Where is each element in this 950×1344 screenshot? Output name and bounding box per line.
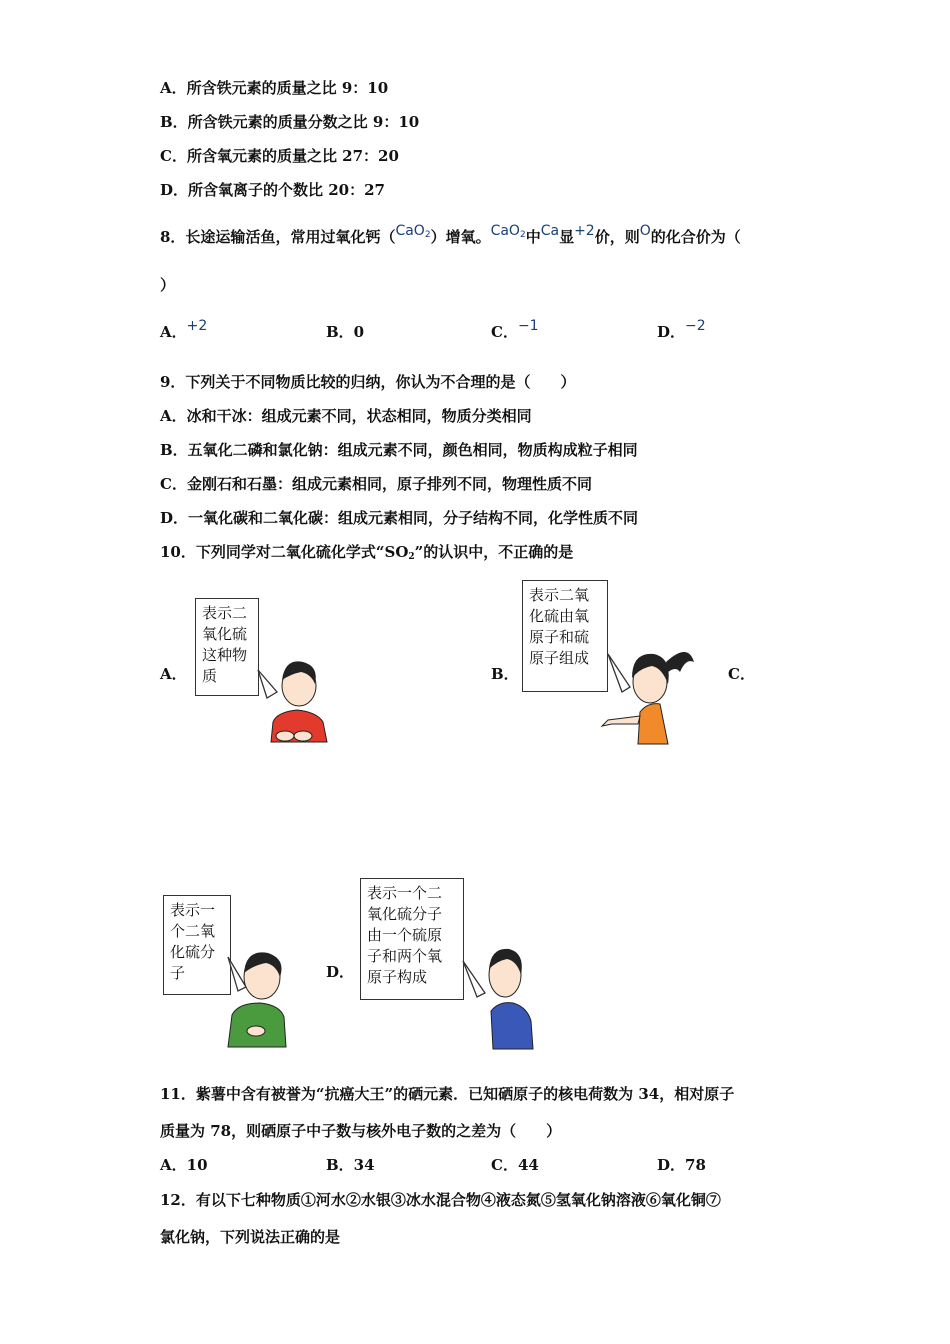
q11-option-c: C．44	[491, 1156, 539, 1174]
speech-bubble-c: 表示一 个二氧 化硫分 子	[163, 895, 231, 995]
q11-stem-line-2: 质量为 78，则硒原子中子数与核外电子数的之差为（ ）	[160, 1122, 562, 1140]
q9-option-c: C．金刚石和石墨：组成元素相同，原子排列不同，物理性质不同	[160, 475, 592, 493]
q10-label-c: C．	[728, 665, 755, 683]
q7-option-a: A．所含铁元素的质量之比 9：10	[160, 79, 389, 97]
q8-option-c: C．−1	[491, 318, 539, 341]
q9-option-d: D．一氧化碳和二氧化碳：组成元素相同，分子结构不同，化学性质不同	[160, 509, 639, 527]
speech-bubble-d: 表示一个二 氧化硫分子 由一个硫原 子和两个氧 原子构成	[360, 878, 464, 1000]
q8-stem	[160, 223, 741, 252]
q8-text-6: 的化合价为（	[650, 228, 741, 246]
q8-option-d: D．−2	[657, 318, 706, 341]
q8-text-5: 价，则	[594, 228, 640, 246]
girl-orange-shirt-illustration	[598, 632, 703, 747]
q8-close-paren: ）	[160, 276, 176, 294]
q11-option-d: D．78	[657, 1156, 706, 1174]
q10-label-b: B．	[491, 665, 519, 683]
boy-blue-shirt-illustration	[455, 935, 545, 1053]
q8-formula-cao2-1: CaO$_2$	[395, 223, 431, 240]
q8-formula-ca: Ca	[540, 223, 560, 239]
q8-formula-o: O	[639, 223, 651, 239]
q10-label-a: A．	[160, 665, 187, 683]
boy-red-shirt-illustration	[255, 650, 345, 745]
q8-text-3: 中	[525, 228, 541, 246]
q7-option-d: D．所含氧离子的个数比 20：27	[160, 181, 385, 199]
q7-option-b: B．所含铁元素的质量分数之比 9：10	[160, 113, 420, 131]
q10-stem: 10．下列同学对二氧化硫化学式“SO2”的认识中，不正确的是	[160, 543, 574, 562]
q8-text-2: ）增氧。	[430, 228, 491, 246]
q8-text-4: 显	[559, 228, 575, 246]
q11-option-a: A．10	[160, 1156, 208, 1174]
q12-stem-line-1: 12．有以下七种物质①河水②水银③冰水混合物④液态氮⑤氢氧化钠溶液⑥氧化铜⑦	[160, 1191, 721, 1209]
boy-green-shirt-illustration	[222, 945, 302, 1050]
q9-option-a: A．冰和干冰：组成元素不同，状态相同，物质分类相同	[160, 407, 532, 425]
q8-formula-cao2-2: CaO$_2$	[490, 223, 526, 240]
q9-stem: 9．下列关于不同物质比较的归纳，你认为不合理的是（ ）	[160, 373, 576, 391]
speech-bubble-b: 表示二氧 化硫由氧 原子和硫 原子组成	[522, 580, 608, 692]
q8-option-b: B．0	[326, 323, 365, 341]
q9-option-b: B．五氧化二磷和氯化钠：组成元素不同，颜色相同，物质构成粒子相同	[160, 441, 638, 459]
q7-option-c: C．所含氧元素的质量之比 27：20	[160, 147, 399, 165]
q11-option-b: B．34	[326, 1156, 375, 1174]
q8-text-1: 8．长途运输活鱼，常用过氧化钙（	[160, 228, 396, 246]
q10-label-d: D．	[326, 963, 355, 981]
speech-bubble-a: 表示二 氧化硫 这种物 质	[195, 598, 259, 696]
q8-option-a: A．+2	[160, 318, 208, 341]
q11-stem-line-1: 11．紫薯中含有被誉为“抗癌大王”的硒元素．已知硒原子的核电荷数为 34，相对原子	[160, 1085, 735, 1103]
q8-formula-plus2: +2	[574, 223, 595, 239]
q12-stem-line-2: 氯化钠，下列说法正确的是	[160, 1228, 341, 1246]
